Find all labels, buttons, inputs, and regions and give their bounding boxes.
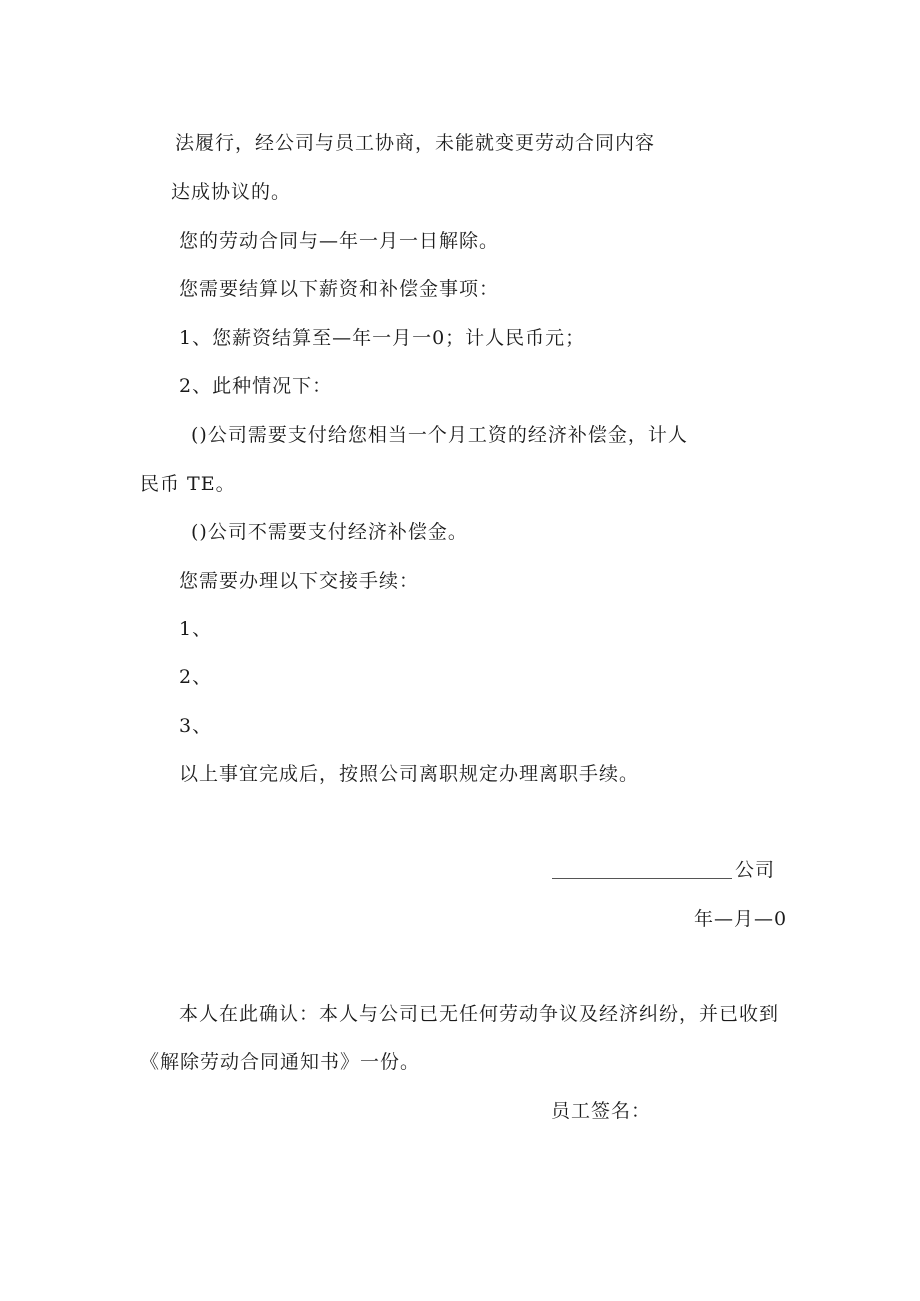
confirmation-line-2: 《解除劳动合同通知书》一份。 [140, 1051, 421, 1073]
handover-item-3: 3、 [179, 715, 213, 737]
employee-signature-label: 员工签名： [551, 1100, 652, 1122]
company-suffix: 公司 [735, 859, 776, 881]
confirmation-line-1: 本人在此确认：本人与公司已无任何劳动争议及经济纠纷，并已收到 [179, 1003, 780, 1025]
handover-intro-line: 您需要办理以下交接手续： [179, 570, 420, 592]
signature-date: 年—月—0 [694, 908, 788, 930]
company-name-blank [552, 878, 732, 879]
compensation-option-pay: ()公司需要支付给您相当一个月工资的经济补偿金，计人 [191, 424, 688, 446]
termination-date-line: 您的劳动合同与—年一月一日解除。 [179, 230, 500, 252]
closing-line: 以上事宜完成后，按照公司离职规定办理离职手续。 [179, 763, 640, 785]
settlement-intro-line: 您需要结算以下薪资和补偿金事项： [179, 278, 500, 300]
paragraph-line-2: 达成协议的。 [171, 181, 292, 203]
handover-item-1: 1、 [179, 618, 213, 640]
settlement-item-2: 2、此种情况下： [179, 375, 333, 397]
paragraph-line-1: 法履行，经公司与员工协商，未能就变更劳动合同内容 [175, 132, 656, 154]
compensation-option-none: ()公司不需要支付经济补偿金。 [191, 521, 468, 543]
handover-item-2: 2、 [179, 666, 213, 688]
settlement-item-1: 1、您薪资结算至—年一月一0；计人民币元； [179, 327, 586, 349]
compensation-option-pay-cont: 民币 TE。 [140, 473, 236, 495]
